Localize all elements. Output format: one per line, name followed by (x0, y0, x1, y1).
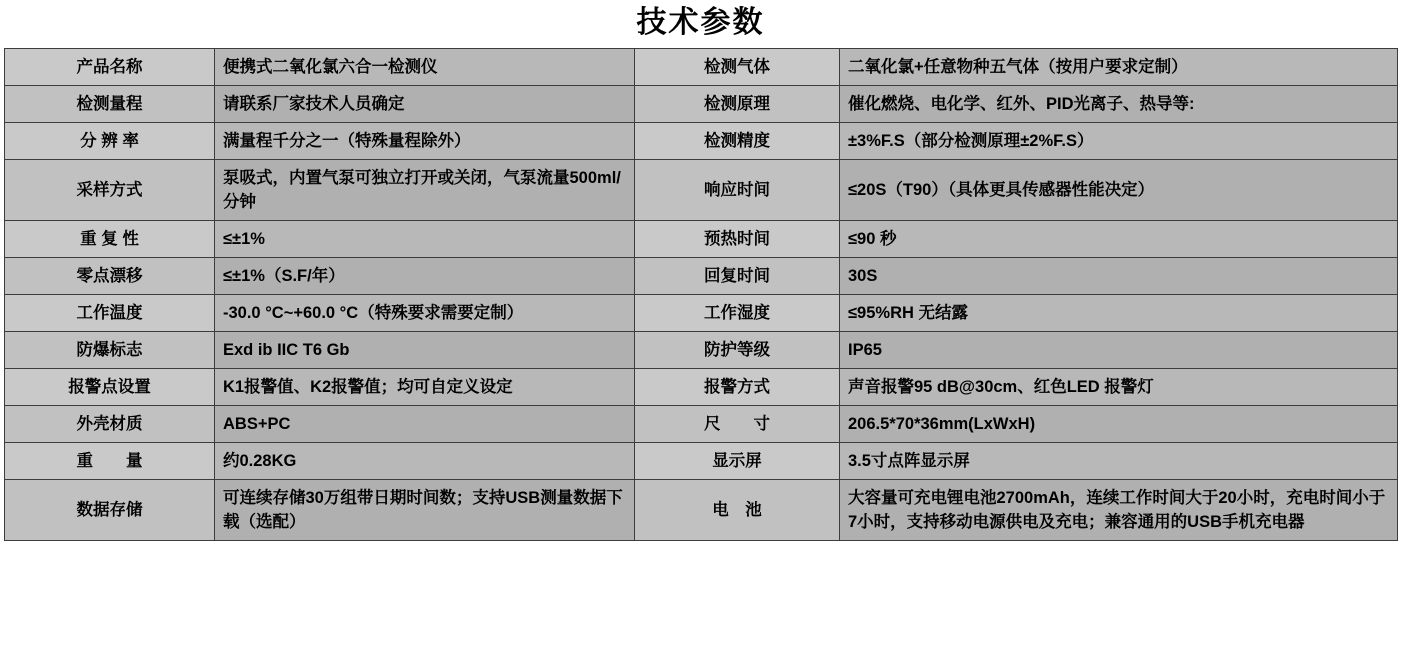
row-label-right: 报警方式 (635, 369, 840, 406)
table-row (5, 480, 1398, 541)
row-label-right: 防护等级 (635, 332, 840, 369)
row-value-left: Exd ib IIC T6 Gb (215, 332, 635, 369)
row-value-right: IP65 (840, 332, 1398, 369)
page-title: 技术参数 (636, 6, 765, 39)
table-row (5, 49, 1398, 86)
row-label-left: 采样方式 (5, 160, 215, 221)
row-label-right: 检测原理 (635, 86, 840, 123)
row-value-right: ≤90 秒 (840, 221, 1398, 258)
row-label-left: 检测量程 (5, 86, 215, 123)
row-label-left: 数据存储 (5, 480, 215, 541)
row-label-right: 检测气体 (635, 49, 840, 86)
table-row (5, 221, 1398, 258)
row-value-right: 30S (840, 258, 1398, 295)
row-label-right: 响应时间 (635, 160, 840, 221)
row-value-left: 请联系厂家技术人员确定 (215, 86, 635, 123)
row-label-right: 回复时间 (635, 258, 840, 295)
row-label-left: 工作温度 (5, 295, 215, 332)
table-row (5, 295, 1398, 332)
row-label-left: 分 辨 率 (5, 123, 215, 160)
table-row (5, 258, 1398, 295)
row-label-left: 防爆标志 (5, 332, 215, 369)
row-label-right: 显示屏 (635, 443, 840, 480)
table-row (5, 443, 1398, 480)
row-label-left: 产品名称 (5, 49, 215, 86)
row-value-right: 二氧化氯+任意物种五气体（按用户要求定制） (840, 49, 1398, 86)
table-row (5, 369, 1398, 406)
row-value-right: 大容量可充电锂电池2700mAh，连续工作时间大于20小时，充电时间小于7小时，支持移动电源供电及充电；兼容通用的USB手机充电器 (840, 480, 1398, 541)
table-row (5, 406, 1398, 443)
row-value-left: ABS+PC (215, 406, 635, 443)
row-value-left: ≤±1% (215, 221, 635, 258)
row-value-left: 便携式二氧化氯六合一检测仪 (215, 49, 635, 86)
row-value-right: ≤95%RH 无结露 (840, 295, 1398, 332)
row-label-left: 零点漂移 (5, 258, 215, 295)
row-label-right: 预热时间 (635, 221, 840, 258)
row-label-left: 重 量 (5, 443, 215, 480)
specification-table (4, 48, 1398, 541)
row-label-right: 工作湿度 (635, 295, 840, 332)
table-row (5, 332, 1398, 369)
row-value-right: 声音报警95 dB@30cm、红色LED 报警灯 (840, 369, 1398, 406)
row-label-right: 尺 寸 (635, 406, 840, 443)
row-value-left: 泵吸式，内置气泵可独立打开或关闭，气泵流量500ml/分钟 (215, 160, 635, 221)
row-label-right: 检测精度 (635, 123, 840, 160)
table-row (5, 123, 1398, 160)
row-value-left: K1报警值、K2报警值；均可自定义设定 (215, 369, 635, 406)
row-value-right: 206.5*70*36mm(LxWxH) (840, 406, 1398, 443)
row-label-right: 电 池 (635, 480, 840, 541)
table-row (5, 86, 1398, 123)
row-label-left: 重 复 性 (5, 221, 215, 258)
row-value-left: 满量程千分之一（特殊量程除外） (215, 123, 635, 160)
row-value-left: 可连续存储30万组带日期时间数；支持USB测量数据下载（选配） (215, 480, 635, 541)
row-value-left: ≤±1%（S.F/年） (215, 258, 635, 295)
row-value-right: ≤20S（T90）（具体更具传感器性能决定） (840, 160, 1398, 221)
row-label-left: 报警点设置 (5, 369, 215, 406)
row-value-left: -30.0 °C~+60.0 °C（特殊要求需要定制） (215, 295, 635, 332)
row-value-right: ±3%F.S（部分检测原理±2%F.S） (840, 123, 1398, 160)
row-value-right: 催化燃烧、电化学、红外、PID光离子、热导等: (840, 86, 1398, 123)
row-value-left: 约0.28KG (215, 443, 635, 480)
row-label-left: 外壳材质 (5, 406, 215, 443)
row-value-right: 3.5寸点阵显示屏 (840, 443, 1398, 480)
table-row (5, 160, 1398, 221)
